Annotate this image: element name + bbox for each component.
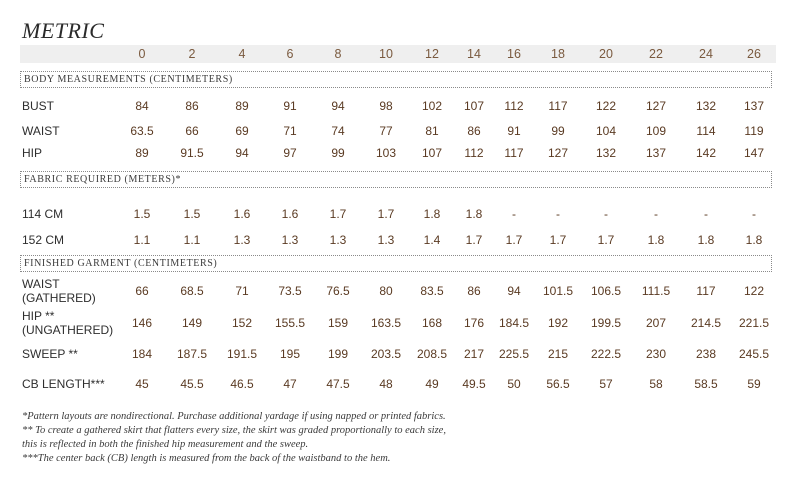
- table-cell: 221.5: [738, 316, 770, 330]
- table-cell: 207: [645, 316, 667, 330]
- table-cell: -: [556, 207, 560, 221]
- row-label-line: 114 CM: [22, 207, 64, 221]
- table-cell: 117: [504, 146, 524, 160]
- table-cell: 149: [181, 316, 203, 330]
- table-cell: 107: [463, 99, 485, 113]
- table-cell: -: [654, 207, 658, 221]
- table-cell: 1.7: [549, 233, 567, 247]
- table-cell: 101.5: [542, 284, 574, 298]
- table-cell: 91: [283, 99, 297, 113]
- row-label-line: WAIST: [22, 277, 60, 291]
- table-cell: 132: [695, 99, 717, 113]
- size-header-16: 16: [507, 47, 521, 61]
- table-cell: 230: [645, 347, 667, 361]
- table-cell: 1.7: [505, 233, 523, 247]
- table-cell: 184: [131, 347, 153, 361]
- table-cell: 238: [695, 347, 717, 361]
- table-cell: 208.5: [416, 347, 448, 361]
- table-cell: 1.1: [133, 233, 151, 247]
- table-cell: 1.6: [233, 207, 251, 221]
- size-header-0: 0: [138, 47, 146, 61]
- table-cell: 89: [235, 99, 249, 113]
- table-cell: 225.5: [498, 347, 530, 361]
- table-cell: 49: [425, 377, 439, 391]
- row-label-line: HIP **: [22, 309, 55, 323]
- table-cell: 142: [695, 146, 717, 160]
- table-cell: 163.5: [370, 316, 402, 330]
- table-cell: 117: [548, 99, 568, 113]
- table-cell: 1.3: [233, 233, 251, 247]
- table-cell: 1.7: [597, 233, 615, 247]
- table-cell: 94: [507, 284, 521, 298]
- table-cell: 1.5: [183, 207, 201, 221]
- table-cell: 73.5: [278, 284, 302, 298]
- table-cell: 132: [595, 146, 617, 160]
- table-cell: 1.7: [329, 207, 347, 221]
- table-cell: 91.5: [180, 146, 204, 160]
- size-header-6: 6: [286, 47, 294, 61]
- table-cell: 57: [599, 377, 613, 391]
- row-label: [22, 233, 64, 247]
- table-cell: 103: [375, 146, 397, 160]
- table-cell: 45: [135, 377, 149, 391]
- row-label-line: BUST: [22, 99, 55, 113]
- table-cell: 1.7: [377, 207, 395, 221]
- table-cell: 89: [135, 146, 149, 160]
- table-cell: 58: [649, 377, 663, 391]
- row-label: [22, 347, 78, 361]
- row-label-line: CB LENGTH***: [22, 377, 105, 391]
- section-header: [20, 171, 772, 188]
- row-label: [22, 146, 42, 160]
- table-cell: 214.5: [690, 316, 722, 330]
- table-cell: 245.5: [738, 347, 770, 361]
- table-cell: 1.3: [329, 233, 347, 247]
- table-cell: 1.3: [281, 233, 299, 247]
- size-header-22: 22: [649, 47, 663, 61]
- row-label-line: HIP: [22, 146, 43, 160]
- table-cell: 215: [547, 347, 569, 361]
- table-cell: 184.5: [498, 316, 530, 330]
- table-cell: 137: [743, 99, 765, 113]
- table-cell: 74: [331, 124, 345, 138]
- table-cell: 71: [235, 284, 249, 298]
- footnote-pattern-layouts: *Pattern layouts are nondirectional. Purchase additional yardage if using napped or printed fabrics.: [22, 411, 446, 422]
- size-header-4: 4: [238, 47, 246, 61]
- size-header-24: 24: [699, 47, 713, 61]
- table-cell: 102: [421, 99, 443, 113]
- row-label: [22, 99, 54, 113]
- table-cell: 176: [463, 316, 485, 330]
- table-cell: 155.5: [274, 316, 306, 330]
- size-header-20: 20: [599, 47, 613, 61]
- table-cell: -: [512, 207, 516, 221]
- page-title: METRIC: [22, 18, 105, 43]
- table-cell: 199: [327, 347, 349, 361]
- table-cell: 94: [235, 146, 249, 160]
- footnotes: [22, 410, 446, 466]
- table-cell: 109: [645, 124, 667, 138]
- row-label: [22, 277, 96, 305]
- table-cell: -: [752, 207, 756, 221]
- table-cell: 1.4: [423, 233, 441, 247]
- size-header-12: 12: [425, 47, 439, 61]
- footnote-gathered-skirt: ** To create a gathered skirt that flatters every size, the skirt was graded proportionally to each size,: [22, 425, 446, 436]
- table-cell: 47.5: [326, 377, 350, 391]
- table-cell: 106.5: [590, 284, 622, 298]
- row-label-line: (UNGATHERED): [22, 323, 114, 337]
- table-cell: 81: [425, 124, 439, 138]
- table-cell: 48: [379, 377, 393, 391]
- table-cell: 112: [464, 146, 484, 160]
- table-cell: 83.5: [420, 284, 444, 298]
- table-cell: 192: [547, 316, 569, 330]
- table-cell: 59: [747, 377, 761, 391]
- table-cell: 111.5: [641, 284, 671, 298]
- table-cell: 56.5: [546, 377, 570, 391]
- table-cell: 195: [279, 347, 301, 361]
- row-label: [22, 377, 105, 391]
- table-cell: 146: [131, 316, 153, 330]
- table-cell: 66: [185, 124, 199, 138]
- size-header-8: 8: [334, 47, 342, 61]
- table-cell: 69: [235, 124, 249, 138]
- table-cell: 47: [283, 377, 297, 391]
- table-cell: 49.5: [462, 377, 486, 391]
- table-cell: 147: [743, 146, 765, 160]
- section-label: FABRIC REQUIRED (METERS)*: [24, 174, 182, 185]
- table-cell: 1.8: [465, 207, 483, 221]
- table-cell: 1.6: [281, 207, 299, 221]
- table-cell: 1.3: [377, 233, 395, 247]
- table-cell: 112: [504, 99, 524, 113]
- table-cell: 222.5: [590, 347, 622, 361]
- table-cell: 91: [507, 124, 521, 138]
- row-label-line: (GATHERED): [22, 291, 96, 305]
- table-cell: 168: [421, 316, 443, 330]
- table-cell: 122: [595, 99, 617, 113]
- table-cell: 58.5: [694, 377, 718, 391]
- size-header-bar: [20, 45, 776, 63]
- table-cell: 119: [744, 124, 764, 138]
- table-cell: 80: [379, 284, 393, 298]
- table-cell: 50: [507, 377, 521, 391]
- table-cell: 86: [467, 124, 481, 138]
- section-label: FINISHED GARMENT (CENTIMETERS): [24, 258, 218, 269]
- table-cell: 127: [645, 99, 667, 113]
- table-cell: 99: [551, 124, 565, 138]
- table-cell: 66: [135, 284, 149, 298]
- table-cell: 68.5: [180, 284, 204, 298]
- row-label-line: SWEEP **: [22, 347, 78, 361]
- table-cell: 187.5: [176, 347, 208, 361]
- table-cell: 217: [463, 347, 485, 361]
- table-cell: 159: [327, 316, 349, 330]
- table-cell: 46.5: [230, 377, 254, 391]
- size-header-26: 26: [747, 47, 761, 61]
- table-cell: 76.5: [326, 284, 350, 298]
- table-cell: 71: [283, 124, 297, 138]
- table-cell: 99: [331, 146, 345, 160]
- table-cell: 86: [185, 99, 199, 113]
- table-cell: 199.5: [590, 316, 622, 330]
- row-label: [22, 207, 63, 221]
- table-cell: -: [604, 207, 608, 221]
- row-label: [22, 124, 60, 138]
- table-cell: 94: [331, 99, 345, 113]
- table-cell: 45.5: [180, 377, 204, 391]
- table-cell: 86: [467, 284, 481, 298]
- table-cell: 122: [743, 284, 765, 298]
- table-cell: 1.8: [697, 233, 715, 247]
- size-header-14: 14: [467, 47, 481, 61]
- table-cell: 63.5: [130, 124, 154, 138]
- section-header: [20, 71, 772, 88]
- row-label-line: WAIST: [22, 124, 60, 138]
- table-cell: 77: [379, 124, 393, 138]
- size-header-10: 10: [379, 47, 393, 61]
- table-cell: -: [704, 207, 708, 221]
- table-cell: 203.5: [370, 347, 402, 361]
- table-cell: 1.8: [647, 233, 665, 247]
- table-cell: 152: [231, 316, 253, 330]
- row-label: [22, 309, 113, 337]
- table-cell: 127: [547, 146, 569, 160]
- table-cell: 107: [421, 146, 443, 160]
- table-cell: 1.1: [183, 233, 201, 247]
- size-header-18: 18: [551, 47, 565, 61]
- table-cell: 104: [595, 124, 617, 138]
- table-cell: 191.5: [226, 347, 258, 361]
- row-label-line: 152 CM: [22, 233, 65, 247]
- table-cell: 114: [696, 124, 716, 138]
- table-cell: 1.7: [465, 233, 483, 247]
- table-cell: 98: [379, 99, 393, 113]
- table-cell: 84: [135, 99, 149, 113]
- footnote-gathered-skirt-cont: this is reflected in both the finished hip measurement and the sweep.: [22, 439, 309, 450]
- section-label: BODY MEASUREMENTS (CENTIMETERS): [24, 74, 233, 85]
- section-header: [20, 255, 772, 272]
- table-cell: 1.8: [423, 207, 441, 221]
- table-cell: 137: [645, 146, 667, 160]
- footnote-cb-length: ***The center back (CB) length is measured from the back of the waistband to the hem.: [22, 453, 391, 464]
- size-header-2: 2: [188, 47, 196, 61]
- table-cell: 117: [696, 284, 716, 298]
- table-cell: 97: [283, 146, 297, 160]
- table-cell: 1.8: [745, 233, 763, 247]
- table-cell: 1.5: [133, 207, 151, 221]
